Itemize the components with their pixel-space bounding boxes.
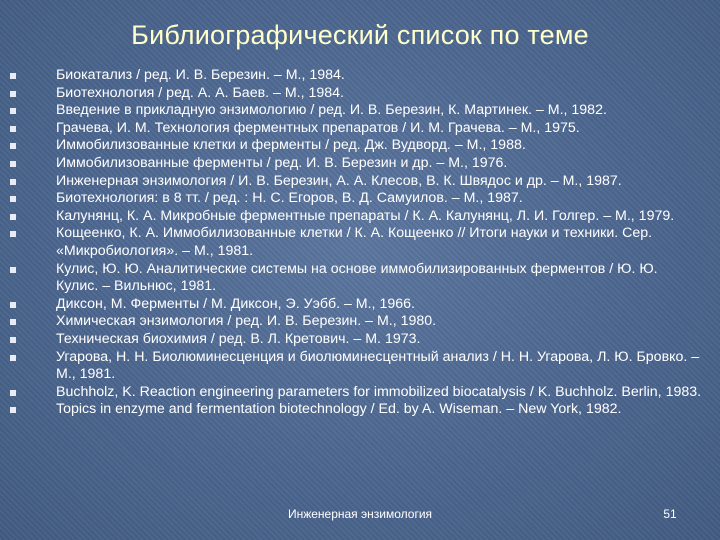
list-item-text: Биокатализ / ред. И. В. Березин. – М., 1984. (56, 67, 345, 83)
list-item-text: Грачева, И. М. Технология ферментных препаратов / И. М. Грачева. – М., 1975. (56, 119, 580, 136)
square-bullet-icon (10, 161, 16, 167)
square-bullet-icon (10, 73, 16, 79)
bibliography-list (0, 67, 720, 419)
list-item (0, 120, 720, 138)
list-item-text: Угарова, Н. Н. Биолюминесценция и биолюминесцентный анализ / Н. Н. Угарова, Л. Ю. Бровко. – М., 1981. (56, 348, 700, 383)
list-item-text: Buchholz, K. Reaction engineering parameters for immobilized biocatalysis / K. Buchholz. Berlin, 1983. (56, 383, 702, 400)
square-bullet-icon (10, 91, 16, 97)
list-item-text: Иммобилизованные клетки и ферменты / ред. Дж. Вудворд. – М., 1988. (56, 137, 526, 154)
list-item-text: Topics in enzyme and fermentation biotechnology / Ed. by A. Wiseman. – New York, 1982. (56, 401, 622, 418)
list-item-text: Кулис, Ю. Ю. Аналитические системы на основе иммобилизированных ферментов / Ю. Ю. Кулис. – Вильнюс, 1981. (56, 260, 658, 295)
list-item (0, 102, 720, 120)
list-item (0, 225, 720, 260)
square-bullet-icon (10, 407, 16, 413)
list-item (0, 173, 720, 191)
square-bullet-icon (10, 390, 16, 396)
footer-text: Инженерная энзимология (287, 507, 433, 521)
square-bullet-icon (10, 179, 16, 185)
square-bullet-icon (10, 267, 16, 273)
list-item (0, 190, 720, 208)
list-item-text: Кощеенко, К. А. Иммобилизованные клетки / К. А. Кощеенко // Итоги науки и техники. Сер. «Микробиология». – М., 1981. (56, 225, 653, 259)
list-item-text: Иммобилизованные ферменты / ред. И. В. Березин и др. – М., 1976. (56, 154, 508, 171)
list-item (0, 208, 720, 226)
list-item (0, 296, 720, 314)
list-item-text: Биотехнология: в 8 тт. / ред. : Н. С. Егоров, В. Д. Самуилов. – М., 1987. (56, 190, 523, 207)
square-bullet-icon (10, 143, 16, 149)
slide-title: Библиографический список по теме (131, 20, 589, 50)
square-bullet-icon (10, 319, 16, 325)
square-bullet-icon (10, 108, 16, 114)
list-item (0, 401, 720, 419)
page-number: 51 (663, 507, 677, 521)
list-item (0, 261, 720, 296)
list-item (0, 384, 720, 402)
list-item-text: Техническая биохимия / ред. В. Л. Кретович. – М. 1973. (56, 330, 421, 347)
square-bullet-icon (10, 355, 16, 361)
list-item (0, 85, 720, 103)
list-item (0, 67, 720, 85)
square-bullet-icon (10, 337, 16, 343)
list-item-text: Инженерная энзимология / И. В. Березин, А. А. Клесов, В. К. Швядос и др. – М., 1987. (56, 172, 622, 189)
square-bullet-icon (10, 231, 16, 237)
list-item (0, 331, 720, 349)
list-item (0, 349, 720, 384)
square-bullet-icon (10, 196, 16, 202)
square-bullet-icon (10, 126, 16, 132)
list-item (0, 137, 720, 155)
list-item-text: Калунянц, К. А. Микробные ферментные препараты / К. А. Калунянц, Л. И. Голгер. – М., 1979. (56, 207, 675, 224)
list-item (0, 155, 720, 173)
list-item-text: Химическая энзимология / ред. И. В. Березин. – М., 1980. (56, 313, 437, 330)
list-item-text: Диксон, М. Ферменты / М. Диксон, Э. Уэбб. – М., 1966. (56, 295, 415, 312)
list-item-text: Биотехнология / ред. А. А. Баев. – М., 1984. (56, 84, 344, 101)
square-bullet-icon (10, 214, 16, 220)
list-item-text: Введение в прикладную энзимологию / ред. И. В. Березин, К. Мартинек. – М., 1982. (56, 102, 607, 119)
list-item (0, 313, 720, 331)
square-bullet-icon (10, 302, 16, 308)
